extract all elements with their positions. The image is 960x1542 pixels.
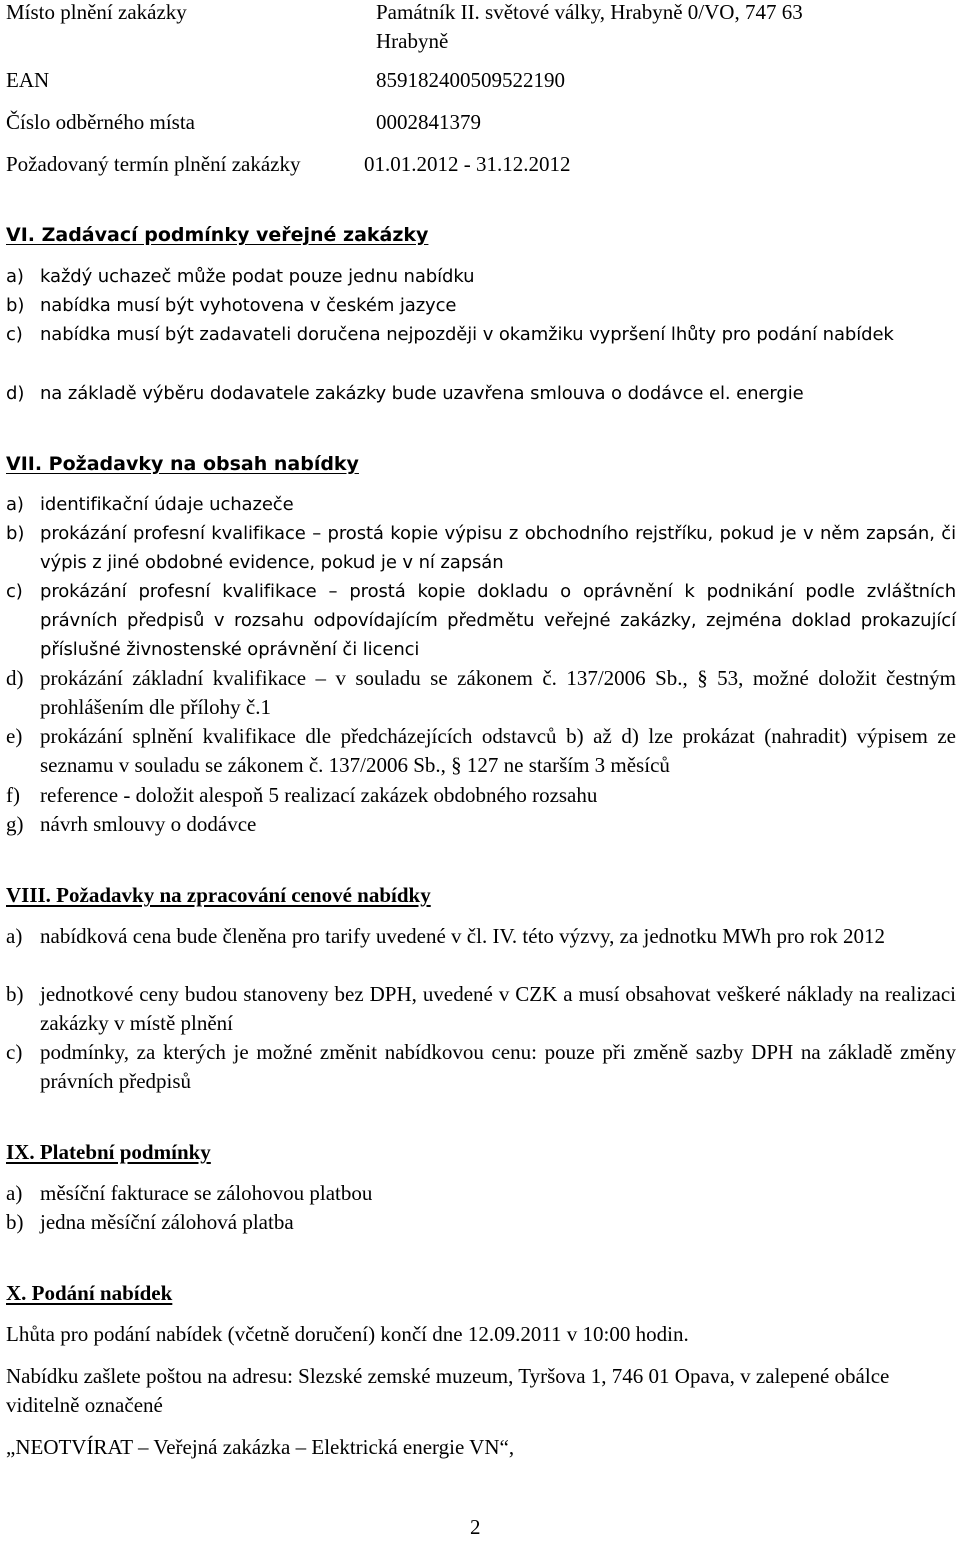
list-text: prokázání profesní kvalifikace – prostá kopie výpisu z obchodního rejstříku, pokud je v něm zapsán, či výpis z jiné obdobné evidence, pokud je v ní zapsán	[40, 523, 956, 573]
page-number: 2	[470, 1515, 481, 1539]
list-letter: d)	[6, 666, 24, 690]
info-value-place: Památník II. světové války, Hrabyně 0/VO, 747 63 Hrabyně	[376, 0, 803, 53]
list-letter: d)	[6, 383, 25, 404]
list-letter: c)	[6, 324, 23, 345]
info-value-term: 01.01.2012 - 31.12.2012	[364, 152, 571, 176]
section-heading-ix: IX. Platební podmínky	[6, 1140, 211, 1164]
info-value-offtake-point: 0002841379	[376, 110, 481, 134]
list-item	[6, 291, 956, 320]
envelope-marking: „NEOTVÍRAT – Veřejná zakázka – Elektrická energie VN“,	[6, 1435, 515, 1459]
list-letter: a)	[6, 494, 24, 515]
section-heading-vii: VII. Požadavky na obsah nabídky	[6, 453, 359, 475]
list-letter: b)	[6, 982, 24, 1006]
list-item	[6, 519, 956, 577]
list-text: na základě výběru dodavatele zakázky bude uzavřena smlouva o dodávce el. energie	[40, 383, 804, 404]
section-heading-vi: VI. Zadávací podmínky veřejné zakázky	[6, 224, 429, 246]
list-item	[6, 980, 956, 1038]
list-text: jednotkové ceny budou stanoveny bez DPH, uvedené v CZK a musí obsahovat veškeré náklady na realizaci zakázky v místě plnění	[40, 982, 956, 1035]
list-text: prokázání profesní kvalifikace – prostá kopie dokladu o oprávnění k podnikání podle zvláštních právních předpisů v rozsahu odpovídajícím předmětu veřejné zakázky, zejména doklad prokazující příslušné živnostenské oprávnění či licenci	[40, 581, 956, 660]
list-item	[6, 262, 956, 291]
section-heading-x: X. Podání nabídek	[6, 1281, 173, 1305]
list-letter: g)	[6, 812, 24, 836]
list-letter: c)	[6, 581, 23, 602]
info-label-ean: EAN	[6, 68, 50, 92]
list-item	[6, 781, 956, 810]
info-label-place: Místo plnění zakázky	[6, 0, 187, 24]
list-text: prokázání splnění kvalifikace dle předcházejících odstavců b) až d) lze prokázat (nahradit) výpisem ze seznamu v souladu se zákonem č. 137/2006 Sb., § 127 ne starším 3 měsíců	[40, 724, 956, 777]
list-letter: a)	[6, 266, 24, 287]
list-item	[6, 1038, 956, 1096]
list-item	[6, 1208, 956, 1237]
list-text: prokázání základní kvalifikace – v souladu se zákonem č. 137/2006 Sb., § 53, možné doložit čestným prohlášením dle přílohy č.1	[40, 666, 956, 719]
list-letter: b)	[6, 523, 25, 544]
list-text: nabídka musí být zadavateli doručena nejpozději v okamžiku vypršení lhůty pro podání nabídek	[40, 324, 894, 345]
list-text: nabídka musí být vyhotovena v českém jazyce	[40, 295, 457, 316]
list-item	[6, 664, 956, 722]
list-item	[6, 1179, 956, 1208]
info-value-ean: 859182400509522190	[376, 68, 565, 92]
deadline-text: Lhůta pro podání nabídek (včetně doručení) končí dne 12.09.2011 v 10:00 hodin.	[6, 1322, 689, 1346]
list-text: podmínky, za kterých je možné změnit nabídkovou cenu: pouze při změně sazby DPH na základě změny právních předpisů	[40, 1040, 956, 1093]
list-item	[6, 490, 956, 519]
list-item	[6, 810, 956, 839]
list-text: návrh smlouvy o dodávce	[40, 812, 257, 836]
list-text: jedna měsíční zálohová platba	[40, 1210, 294, 1234]
info-label-offtake-point: Číslo odběrného místa	[6, 110, 195, 134]
list-item	[6, 320, 956, 378]
list-text: každý uchazeč může podat pouze jednu nabídku	[40, 266, 475, 287]
list-letter: f)	[6, 783, 20, 807]
list-text: identifikační údaje uchazeče	[40, 494, 294, 515]
list-item	[6, 577, 956, 664]
list-letter: e)	[6, 724, 23, 748]
list-letter: a)	[6, 924, 23, 948]
info-label-term: Požadovaný termín plnění zakázky	[6, 152, 301, 176]
address-text: Nabídku zašlete poštou na adresu: Slezské zemské muzeum, Tyršova 1, 746 01 Opava, v zalepené obálce viditelně označené	[6, 1364, 890, 1417]
list-letter: b)	[6, 1210, 24, 1234]
list-letter: a)	[6, 1181, 23, 1205]
list-item	[6, 722, 956, 780]
list-letter: c)	[6, 1040, 23, 1064]
list-text: měsíční fakturace se zálohovou platbou	[40, 1181, 373, 1205]
list-text: reference - doložit alespoň 5 realizací zakázek obdobného rozsahu	[40, 783, 598, 807]
section-heading-viii: VIII. Požadavky na zpracování cenové nabídky	[6, 883, 431, 907]
list-letter: b)	[6, 295, 25, 316]
list-text: nabídková cena bude členěna pro tarify uvedené v čl. IV. této výzvy, za jednotku MWh pro rok 2012	[40, 924, 885, 948]
list-item	[6, 379, 956, 408]
list-item	[6, 922, 956, 980]
